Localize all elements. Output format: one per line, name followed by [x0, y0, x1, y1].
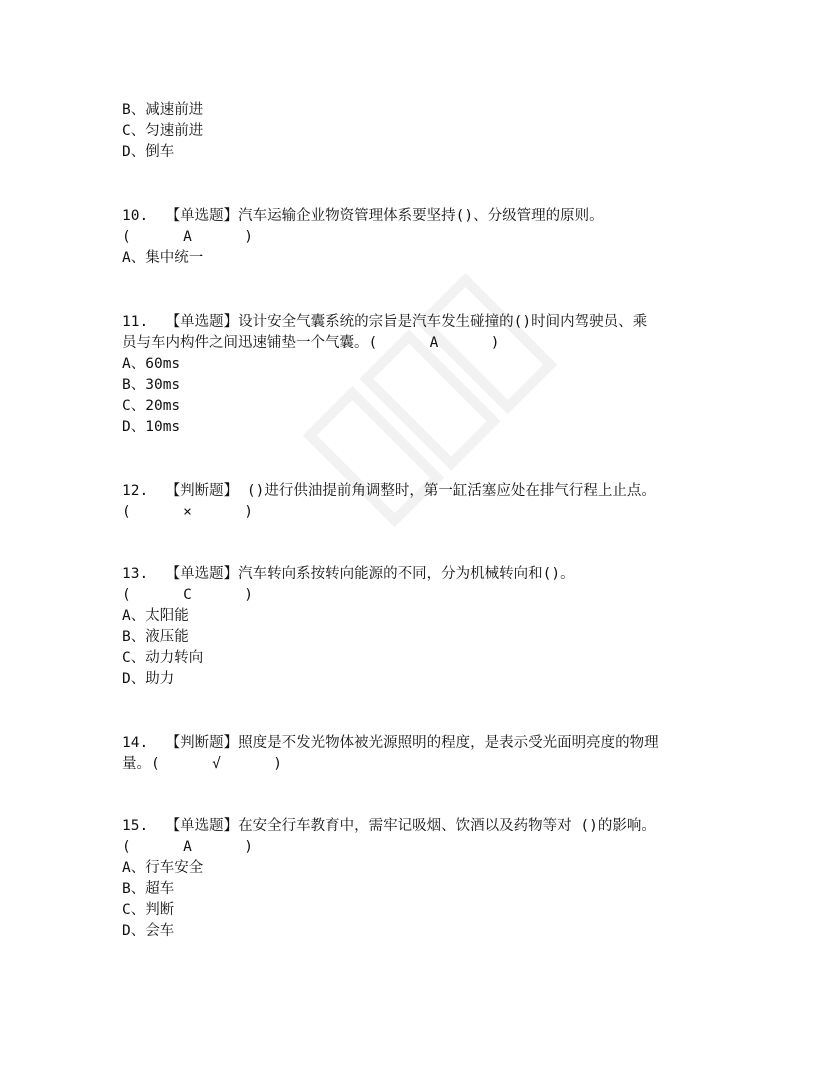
line: D、倒车 — [122, 144, 175, 160]
line: 14. 【判断题】照度是不发光物体被光源照明的程度，是表示受光面明亮度的物理 — [122, 735, 659, 751]
line: ( A ) — [122, 839, 253, 855]
line: B、液压能 — [122, 629, 189, 645]
line: 15. 【单选题】在安全行车教育中，需牢记吸烟、饮酒以及药物等对 ()的影响。 — [122, 818, 656, 834]
line: 12. 【判断题】 ()进行供油提前角调整时，第一缸活塞应处在排气行程上止点。 — [122, 483, 656, 499]
line: D、10ms — [122, 419, 181, 435]
line: ( C ) — [122, 587, 253, 603]
watermark — [246, 216, 614, 584]
line: C、20ms — [122, 398, 181, 414]
watermark-seal-icon — [246, 216, 614, 584]
line: C、动力转向 — [122, 650, 204, 666]
line: 11. 【单选题】设计安全气囊系统的宗旨是汽车发生碰撞的()时间内驾驶员、乘 — [122, 314, 648, 330]
line: A、太阳能 — [122, 608, 189, 624]
line: D、会车 — [122, 923, 175, 939]
line: B、超车 — [122, 881, 175, 897]
line: 13. 【单选题】汽车转向系按转向能源的不同，分为机械转向和()。 — [122, 566, 575, 582]
line: B、30ms — [122, 377, 181, 393]
line: A、集中统一 — [122, 250, 204, 266]
line: B、减速前进 — [122, 102, 204, 118]
line: C、匀速前进 — [122, 123, 204, 139]
line: ( × ) — [122, 504, 253, 520]
line: C、判断 — [122, 902, 175, 918]
line: 量。( √ ) — [122, 756, 282, 772]
line: ( A ) — [122, 229, 253, 245]
line: 员与车内构件之间迅速铺垫一个气囊。( A ) — [122, 335, 500, 351]
line: 10. 【单选题】汽车运输企业物资管理体系要坚持()、分级管理的原则。 — [122, 208, 604, 224]
line: D、助力 — [122, 671, 175, 687]
line: A、60ms — [122, 356, 181, 372]
line: A、行车安全 — [122, 860, 204, 876]
